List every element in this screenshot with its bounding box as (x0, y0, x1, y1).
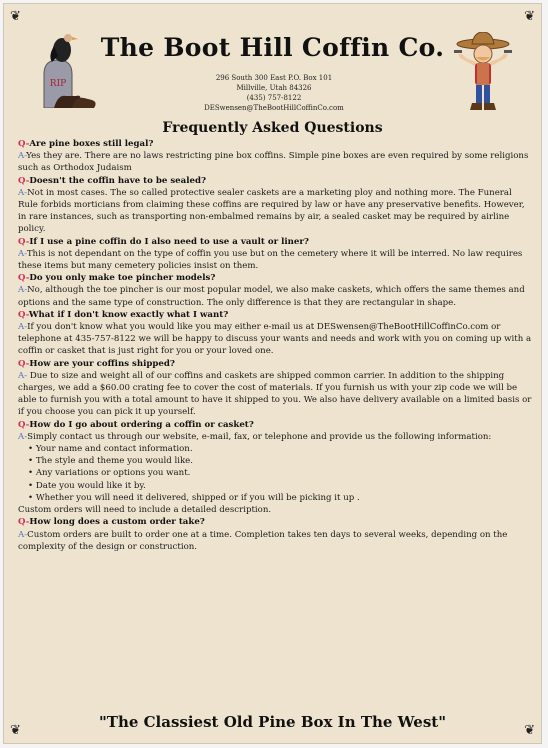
faq-question: Q-How are your coffins shipped? (18, 358, 175, 369)
faq-item (18, 516, 533, 553)
address-line: 296 South 300 East P.O. Box 101 (215, 74, 333, 82)
corner-ornament-icon: ❦ (10, 723, 21, 738)
faq-answer: A-No, although the toe pincher is our most popular model, we also make caskets, which offers the same themes and options and the same type of construction. The only difference is that they are rectangular in shape. (18, 285, 525, 308)
faq-item (18, 138, 533, 175)
faq-question: Q-How long does a custom order take? (18, 517, 205, 528)
faq-item (18, 419, 533, 517)
faq-page (3, 3, 542, 744)
faq-list (18, 138, 533, 553)
list-item: • Any variations or options you want. (28, 467, 533, 479)
faq-item (18, 175, 533, 236)
company-title: The Boot Hill Coffin Co. (100, 33, 445, 62)
corner-ornament-icon: ❦ (524, 723, 535, 738)
address-email: DESwensen@TheBootHillCoffinCo.com (204, 104, 344, 112)
list-item: • The style and theme you would like. (28, 455, 533, 467)
company-address (154, 73, 394, 113)
faq-item (18, 309, 533, 358)
corner-ornament-icon: ❦ (524, 9, 535, 24)
list-item: • Your name and contact information. (28, 443, 533, 455)
faq-question: Q-If I use a pine coffin do I also need to use a vault or liner? (18, 236, 309, 247)
faq-item (18, 358, 533, 419)
faq-question: Q-Doesn't the coffin have to be sealed? (18, 175, 206, 186)
faq-question: Q-What if I don't know exactly what I want? (18, 309, 229, 320)
tagline: "The Classiest Old Pine Box In The West" (98, 713, 447, 731)
faq-question: Q-How do I go about ordering a coffin or casket? (18, 419, 254, 430)
faq-answer: A-Not in most cases. The so called protective sealer caskets are a marketing ploy and nothing more. The Funeral Rule forbids morticians from claiming these coffins are required by law or have any preservative benefits. However, in rare instances, such as transporting non-embalmed remains by air, a sealed casket may be required by airline policy. (18, 187, 525, 235)
faq-answer: A-Custom orders are built to order one at a time. Completion takes ten days to several weeks, depending on the complexity of the design or construction. (18, 529, 508, 552)
faq-answer-note: Custom orders will need to include a detailed description. (18, 505, 272, 516)
list-item: • Whether you will need it delivered, shipped or if you will be picking it up . (28, 492, 533, 504)
faq-answer: A-Simply contact us through our website, e-mail, fax, or telephone and provide us the following information: (18, 431, 492, 442)
list-item: • Date you would like it by. (28, 480, 533, 492)
faq-answer: A- Due to size and weight all of our coffins and caskets are shipped common carrier. In addition to the shipping charges, we add a $60.00 crating fee to cover the cost of materials. If you furnish us with your zip code we will be able to furnish you with a total amount to have it shipped to you. We also have delivery available on a limited basis or if you choose you can pick it up yourself. (18, 370, 532, 418)
faq-answer: A-If you don't know what you would like you may either e-mail us at DESwensen@TheBootHillCoffinCo.com or telephone at 435-757-8122 we will be happy to discuss your wants and needs and work with you on coming up with a coffin or casket that is just right for you or your loved one. (18, 322, 532, 357)
corner-ornament-icon: ❦ (10, 9, 21, 24)
order-info-list (18, 443, 533, 504)
faq-question: Q-Are pine boxes still legal? (18, 139, 154, 149)
address-phone: (435) 757-8122 (246, 94, 302, 102)
faq-item (18, 236, 533, 273)
faq-heading: Frequently Asked Questions (162, 120, 383, 136)
address-line: Millville, Utah 84326 (236, 84, 312, 92)
faq-item (18, 272, 533, 309)
faq-answer: A-This is not dependant on the type of coffin you use but on the cemetery where it will be interred. No law requires these items but many cemetery policies insist on them. (18, 248, 523, 272)
tombstone-text: RIP (49, 79, 67, 89)
faq-answer: A-Yes they are. There are no laws restricting pine box coffins. Simple pine boxes are even required by some religions such as Orthodox Judaism (18, 151, 529, 174)
faq-question: Q-Do you only make toe pincher models? (18, 273, 216, 284)
